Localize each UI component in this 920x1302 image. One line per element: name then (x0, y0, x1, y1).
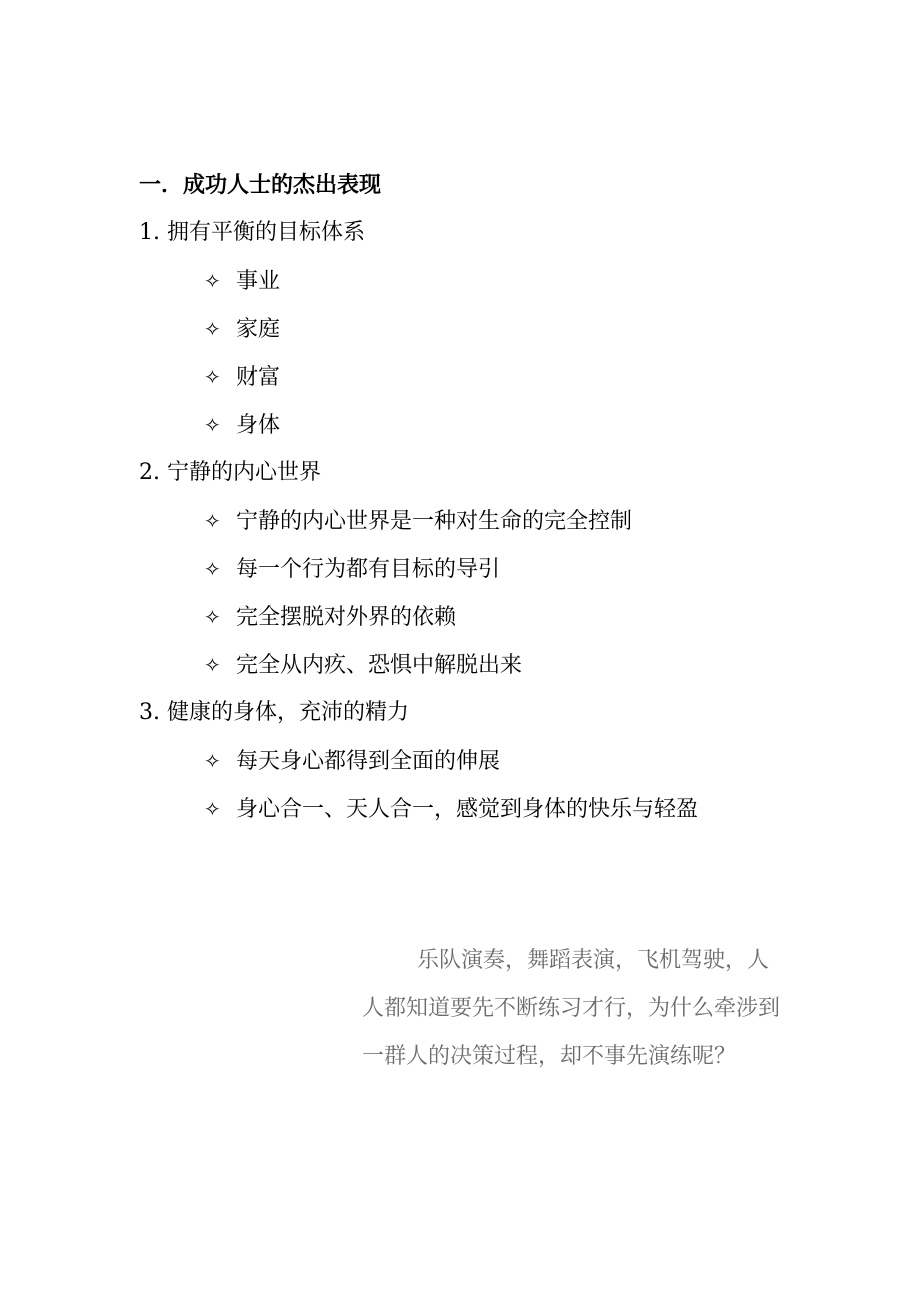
sub-item-text: 事业 (236, 269, 281, 294)
star-bullet-icon: ✧ (204, 413, 221, 437)
sub-item (204, 265, 280, 298)
sub-item (204, 553, 500, 586)
sub-item (204, 649, 522, 682)
sub-item (204, 313, 280, 346)
star-bullet-icon: ✧ (204, 269, 221, 293)
sub-item-text: 每一个行为都有目标的导引 (236, 557, 501, 582)
sub-item (204, 601, 456, 634)
sub-item-text: 家庭 (236, 317, 281, 342)
sub-item-text: 宁静的内心世界是一种对生命的完全控制 (236, 509, 633, 534)
star-bullet-icon: ✧ (204, 557, 221, 581)
quote-block (362, 937, 782, 1081)
sub-item (204, 505, 632, 538)
star-bullet-icon: ✧ (204, 317, 221, 341)
sub-item (204, 361, 280, 394)
sub-item-text: 财富 (236, 365, 281, 390)
list-item-healthy-body: 3. 健康的身体，充沛的精力 (139, 700, 409, 725)
sub-item (204, 793, 698, 826)
star-bullet-icon: ✧ (204, 509, 221, 533)
star-bullet-icon: ✧ (204, 797, 221, 821)
star-bullet-icon: ✧ (204, 365, 221, 389)
star-bullet-icon: ✧ (204, 749, 221, 773)
quote-text: 乐队演奏，舞蹈表演，飞机驾驶，人人都知道要先不断练习才行，为什么牵涉到一群人的决策过程，却不事先演练呢？ (362, 948, 781, 1069)
star-bullet-icon: ✧ (204, 605, 221, 629)
sub-item-text: 完全从内疚、恐惧中解脱出来 (236, 653, 523, 678)
sub-item (204, 745, 500, 778)
section-heading: 一．成功人士的杰出表现 (139, 172, 382, 198)
sub-item-text: 完全摆脱对外界的依赖 (236, 605, 457, 630)
sub-item-text: 身心合一、天人合一，感觉到身体的快乐与轻盈 (236, 797, 699, 822)
sub-item (204, 409, 280, 442)
sub-item-text: 每天身心都得到全面的伸展 (236, 749, 501, 774)
list-item-goal-system: 1. 拥有平衡的目标体系 (139, 220, 365, 245)
list-item-inner-peace: 2. 宁静的内心世界 (139, 460, 321, 485)
star-bullet-icon: ✧ (204, 653, 221, 677)
sub-item-text: 身体 (236, 413, 281, 438)
